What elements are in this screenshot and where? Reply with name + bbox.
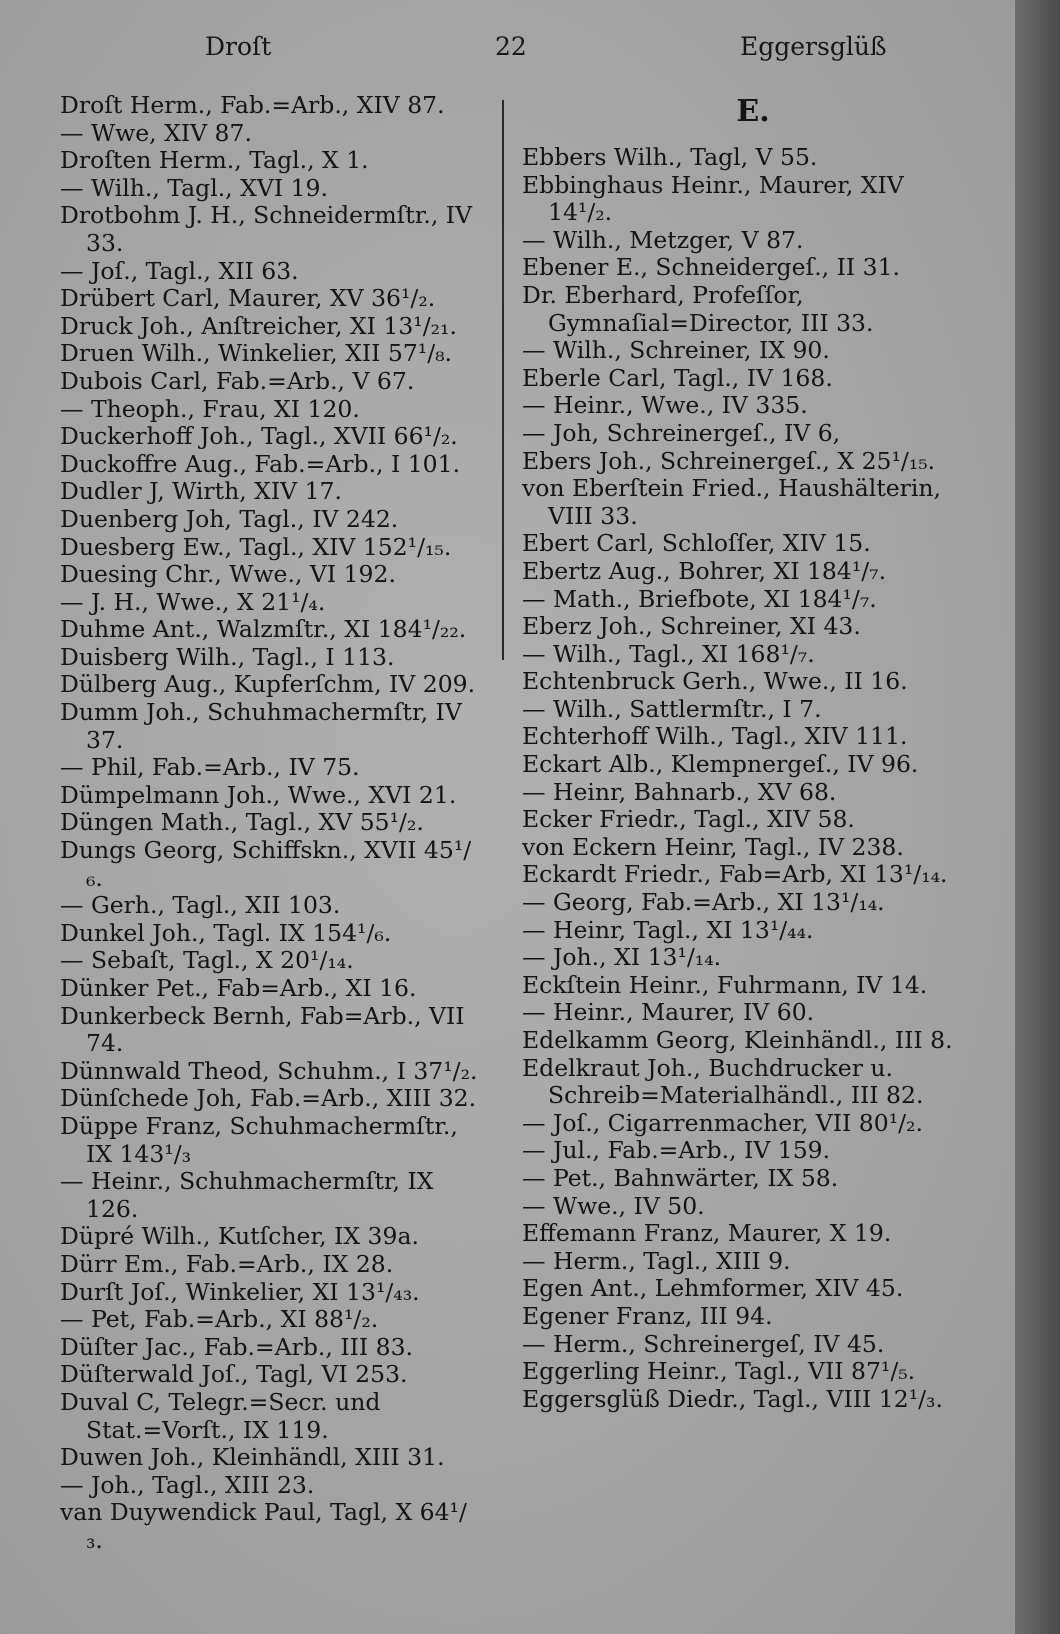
directory-entry: Edelkamm Georg, Kleinhändl., III 8. [522,1026,953,1054]
right-entries [522,144,954,1413]
directory-entry: Druck Joh., Anſtreicher, XI 13¹/₂₁. [60,311,457,340]
directory-entry: Duhme Ant., Walzmſtr., XI 184¹/₂₂. [60,615,467,644]
directory-entry: — Joh., XI 13¹/₁₄. [522,943,722,972]
directory-entry: Dr. Eberhard, Profeſſor, Gymnaſial=Director, III 33. [522,280,874,337]
directory-entry: Düngen Math., Tagl., XV 55¹/₂. [60,808,424,837]
directory-entry: — Math., Briefbote, XI 184¹/₇. [522,584,877,613]
column-divider [502,100,504,660]
directory-entry: Edelkraut Joh., Buchdrucker u. Schreib=Materialhändl., III 82. [522,1053,924,1110]
directory-entry: — Herm., Tagl., XIII 9. [522,1246,791,1275]
directory-entry: — Pet., Bahnwärter, IX 58. [522,1163,839,1192]
directory-entry: Dunkel Joh., Tagl. IX 154¹/₆. [60,918,392,947]
directory-entry: Dunkerbeck Bernh, Fab=Arb., VII 74. [60,1001,465,1058]
directory-entry: Düſter Jac., Fab.=Arb., III 83. [60,1332,414,1361]
directory-entry: Dürr Em., Fab.=Arb., IX 28. [60,1249,394,1278]
directory-entry: Drübert Carl, Maurer, XV 36¹/₂. [60,284,436,313]
directory-entry: Düppe Franz, Schuhmachermſtr., IX 143¹/₃ [60,1111,458,1168]
directory-entry: Egener Franz, III 94. [522,1301,773,1330]
directory-entry: — Phil, Fab.=Arb., IV 75. [60,753,360,782]
directory-entry: Effemann Franz, Maurer, X 19. [522,1219,892,1248]
directory-entry: — Joh, Schreinergeſ., IV 6, [522,418,841,447]
directory-entry: von Eberſtein Fried., Haushälterin, VIII 33. [522,474,942,530]
directory-entry: — Wilh., Metzger, V 87. [522,225,804,254]
directory-entry: — Wwe., IV 50. [522,1191,705,1220]
directory-entry: — J. H., Wwe., X 21¹/₄. [60,587,326,616]
directory-entry: Eberz Joh., Schreiner, XI 43. [522,612,861,641]
directory-entry: Dümpelmann Joh., Wwe., XVI 21. [60,780,457,809]
directory-entry: Ecker Friedr., Tagl., XIV 58. [522,805,855,834]
directory-entry: — Theoph., Frau, XI 120. [60,394,360,423]
directory-entry: — Pet, Fab.=Arb., XI 88¹/₂. [60,1305,379,1334]
directory-entry: — Herm., Schreinergeſ, IV 45. [522,1329,885,1358]
directory-entry: Eggersglüß Diedr., Tagl., VIII 12¹/₃. [522,1384,943,1413]
left-column [60,92,478,1554]
directory-entry: — Joſ., Cigarrenmacher, VII 80¹/₂. [522,1108,923,1137]
directory-entry: Eckart Alb., Klempnergeſ., IV 96. [522,750,919,779]
directory-entry: Duval C, Telegr.=Secr. und Stat.=Vorſt., IX 119. [60,1387,381,1444]
directory-entry: Durſt Joſ., Winkelier, XI 13¹/₄₃. [60,1277,420,1306]
directory-entry: — Sebaſt, Tagl., X 20¹/₁₄. [60,946,354,975]
directory-entry: Ebers Joh., Schreinergeſ., X 25¹/₁₅. [522,446,936,475]
section-letter: E. [736,94,770,129]
page-header [0,32,1015,72]
directory-entry: Dünſchede Joh, Fab.=Arb., XIII 32. [60,1084,477,1113]
directory-entry: Duisberg Wilh., Tagl., I 113. [60,642,395,671]
directory-entry: — Heinr, Tagl., XI 13¹/₄₄. [522,915,814,944]
directory-entry: Dumm Joh., Schuhmachermſtr, IV 37. [60,698,462,754]
directory-entry: Dubois Carl, Fab.=Arb., V 67. [60,366,415,395]
directory-entry: — Wilh., Tagl., XI 168¹/₇. [522,639,815,668]
directory-entry: Ebener E., Schneidergeſ., II 31. [522,253,901,282]
directory-entry: — Georg, Fab.=Arb., XI 13¹/₁₄. [522,888,885,917]
directory-entry: Eggerling Heinr., Tagl., VII 87¹/₅. [522,1357,916,1386]
directory-entry: Duckoffre Aug., Fab.=Arb., I 101. [60,449,461,478]
directory-entry: Ebbers Wilh., Tagl, V 55. [522,143,818,171]
directory-entry: Egen Ant., Lehmformer, XIV 45. [522,1274,904,1303]
directory-entry: Droſten Herm., Tagl., X 1. [60,146,369,175]
directory-entry: Drotbohm J. H., Schneidermſtr., IV 33. [60,201,473,257]
page-edge [1015,0,1060,1634]
directory-entry: — Joh., Tagl., XIII 23. [60,1470,315,1499]
directory-entry: Echtenbruck Gerh., Wwe., II 16. [522,667,908,696]
directory-entry: van Duywendick Paul, Tagl, X 64¹/₃. [60,1498,467,1554]
header-first-name: Droſt [205,32,272,61]
header-last-name: Eggersglüß [740,32,887,61]
directory-entry: Duenberg Joh, Tagl., IV 242. [60,504,399,533]
directory-entry: Dungs Georg, Schiffskn., XVII 45¹/₆. [60,836,472,892]
directory-entry: von Eckern Heinr, Tagl., IV 238. [522,832,904,861]
directory-entry: Duwen Joh., Kleinhändl, XIII 31. [60,1443,445,1472]
directory-entry: — Heinr., Maurer, IV 60. [522,998,815,1027]
directory-entry: — Gerh., Tagl., XII 103. [60,891,341,920]
directory-entry: Eberle Carl, Tagl., IV 168. [522,363,833,392]
directory-entry: Duesing Chr., Wwe., VI 192. [60,560,396,589]
directory-entry: Dünnwald Theod, Schuhm., I 37¹/₂. [60,1056,478,1085]
directory-entry: Dülberg Aug., Kupferſchm, IV 209. [60,670,476,699]
directory-entry: Düſterwald Joſ., Tagl, VI 253. [60,1360,408,1389]
directory-entry: Dünker Pet., Fab=Arb., XI 16. [60,974,417,1002]
directory-entry: Eckſtein Heinr., Fuhrmann, IV 14. [522,970,928,999]
directory-entry: Ebert Carl, Schloſſer, XIV 15. [522,529,871,558]
directory-entry: — Joſ., Tagl., XII 63. [60,256,299,285]
directory-entry: — Wilh., Schreiner, IX 90. [522,336,830,365]
directory-entry: Druen Wilh., Winkelier, XII 57¹/₈. [60,339,453,368]
directory-entry: — Heinr, Bahnarb., XV 68. [522,777,837,806]
right-column [522,92,954,1413]
directory-entry: Ebertz Aug., Bohrer, XI 184¹/₇. [522,556,887,585]
directory-entry: Droſt Herm., Fab.=Arb., XIV 87. [60,91,445,119]
directory-entry: Düpré Wilh., Kutſcher, IX 39a. [60,1222,419,1251]
directory-entry: — Heinr., Wwe., IV 335. [522,391,808,420]
directory-entry: — Wilh., Tagl., XVI 19. [60,173,328,202]
directory-entry: Eckardt Friedr., Fab=Arb, XI 13¹/₁₄. [522,860,948,889]
directory-entry: — Wwe, XIV 87. [60,118,252,147]
directory-entry: — Heinr., Schuhmachermſtr, IX 126. [60,1167,434,1223]
directory-entry: — Jul., Fab.=Arb., IV 159. [522,1136,831,1165]
directory-entry: — Wilh., Sattlermſtr., I 7. [522,694,822,723]
directory-entry: Echterhoff Wilh., Tagl., XIV 111. [522,722,908,751]
directory-entry: Duesberg Ew., Tagl., XIV 152¹/₁₅. [60,532,452,561]
directory-entry: Duckerhoff Joh., Tagl., XVII 66¹/₂. [60,422,458,451]
page-number: 22 [495,32,527,61]
directory-entry: Dudler J, Wirth, XIV 17. [60,477,342,506]
directory-entry: Ebbinghaus Heinr., Maurer, XIV 14¹/₂. [522,170,904,227]
